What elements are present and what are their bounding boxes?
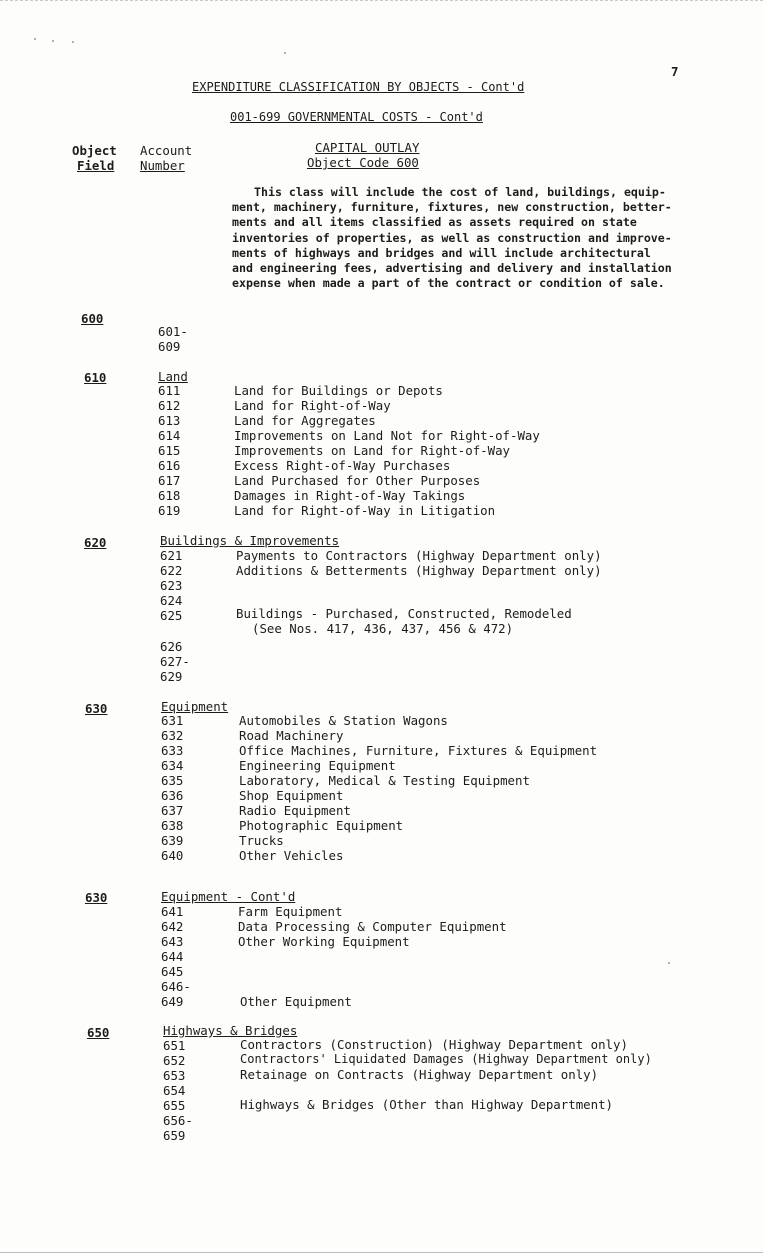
section-title: CAPITAL OUTLAY [315, 140, 420, 155]
account-number: 615 [158, 443, 181, 458]
account-description: Retainage on Contracts (Highway Department only) [240, 1067, 599, 1082]
account-number: 654 [163, 1083, 186, 1098]
account-description: Engineering Equipment [239, 758, 396, 773]
account-description: Laboratory, Medical & Testing Equipment [239, 773, 530, 788]
account-number: 635 [161, 773, 184, 788]
account-description: Road Machinery [239, 728, 344, 743]
object-field-600: 600 [81, 311, 104, 326]
group-heading-buildings: Buildings & Improvements [160, 533, 340, 548]
top-border [0, 0, 763, 1]
account-number: 625 [160, 608, 183, 623]
description-paragraph [232, 185, 732, 291]
speck [284, 52, 286, 54]
account-number: 633 [161, 743, 184, 758]
account-description: Other Equipment [240, 994, 352, 1009]
page-number: 7 [671, 64, 679, 79]
description-line: This class will include the cost of land, buildings, equip- [254, 185, 666, 199]
account-number: 629 [160, 669, 183, 684]
account-number: 617 [158, 473, 181, 488]
speck [72, 41, 74, 43]
account-number: 649 [161, 994, 184, 1009]
account-description: Automobiles & Station Wagons [239, 713, 448, 728]
group-heading-equipment: Equipment [161, 699, 229, 714]
account-number: 627- [160, 654, 190, 669]
object-field-630-contd: 630 [85, 890, 108, 905]
account-number: 645 [161, 964, 184, 979]
account-description: Land for Right-of-Way [234, 398, 391, 413]
account-number: 656- [163, 1113, 193, 1128]
object-field-630: 630 [85, 701, 108, 716]
column-header-field: Field [77, 158, 115, 173]
account-number: 644 [161, 949, 184, 964]
account-description: Farm Equipment [238, 904, 343, 919]
object-field-620: 620 [84, 535, 107, 550]
account-note: (See Nos. 417, 436, 437, 456 & 472) [252, 621, 514, 636]
account-number: 638 [161, 818, 184, 833]
section-code: Object Code 600 [307, 155, 419, 170]
account-number: 637 [161, 803, 184, 818]
account-number: 623 [160, 578, 183, 593]
description-line: and engineering fees, advertising and delivery and installation [232, 261, 672, 276]
group-heading-land: Land [158, 369, 188, 384]
account-number: 622 [160, 563, 183, 578]
column-header-account: Account [140, 143, 193, 158]
description-line: ment, machinery, furniture, fixtures, new construction, better- [232, 200, 672, 215]
speck [34, 38, 36, 40]
account-number: 651 [163, 1038, 186, 1053]
speck [52, 40, 54, 42]
account-number: 646- [161, 979, 191, 994]
account-number: 611 [158, 383, 181, 398]
account-description: Land for Aggregates [234, 413, 376, 428]
account-number: 639 [161, 833, 184, 848]
object-field-610: 610 [84, 370, 107, 385]
description-line: inventories of properties, as well as construction and improve- [232, 230, 672, 245]
column-header-object: Object [72, 143, 117, 158]
description-line: expense when made a part of the contract or condition of sale. [232, 276, 665, 291]
account-number: 642 [161, 919, 184, 934]
account-number: 640 [161, 848, 184, 863]
account-number: 653 [163, 1068, 186, 1083]
account-number: 626 [160, 639, 183, 654]
page-subtitle: 001-699 GOVERNMENTAL COSTS - Cont'd [230, 110, 483, 124]
account-number: 612 [158, 398, 181, 413]
account-description: Shop Equipment [239, 788, 344, 803]
account-number: 616 [158, 458, 181, 473]
account-description: Trucks [239, 833, 284, 848]
account-number: 618 [158, 488, 181, 503]
account-description: Highways & Bridges (Other than Highway Department) [240, 1097, 613, 1112]
account-number: 655 [163, 1098, 186, 1113]
object-field-650: 650 [87, 1025, 110, 1040]
group-heading-highways: Highways & Bridges [163, 1023, 298, 1038]
account-description: Payments to Contractors (Highway Department only) [236, 548, 602, 563]
account-description: Land Purchased for Other Purposes [234, 473, 481, 488]
account-number: 652 [163, 1053, 186, 1068]
account-description: Additions & Betterments (Highway Department only) [236, 563, 602, 578]
page-title: EXPENDITURE CLASSIFICATION BY OBJECTS - Cont'd [192, 80, 525, 94]
account-number: 643 [161, 934, 184, 949]
account-number: 619 [158, 503, 181, 518]
account-description: Buildings - Purchased, Constructed, Remodeled [236, 606, 572, 621]
account-description: Damages in Right-of-Way Takings [234, 488, 466, 503]
account-number: 621 [160, 548, 183, 563]
account-description: Excess Right-of-Way Purchases [234, 458, 451, 473]
account-number: 634 [161, 758, 184, 773]
account-description: Land for Right-of-Way in Litigation [234, 503, 496, 518]
account-description: Improvements on Land for Right-of-Way [234, 443, 511, 458]
account-description: Radio Equipment [239, 803, 351, 818]
account-number: 624 [160, 593, 183, 608]
description-line: ments and all items classified as assets required on state [232, 215, 637, 230]
account-description: Improvements on Land Not for Right-of-Way [234, 428, 540, 443]
account-number: 609 [158, 339, 181, 354]
account-number: 659 [163, 1128, 186, 1143]
column-header-number: Number [140, 158, 185, 173]
account-number: 613 [158, 413, 181, 428]
account-description: Data Processing & Computer Equipment [238, 919, 507, 934]
account-description: Contractors' Liquidated Damages (Highway Department only) [240, 1052, 652, 1066]
account-description: Office Machines, Furniture, Fixtures & Equipment [239, 743, 598, 758]
description-line: ments of highways and bridges and will include architectural [232, 245, 651, 260]
account-description: Other Vehicles [239, 848, 344, 863]
account-description: Contractors (Construction) (Highway Department only) [240, 1037, 628, 1052]
bottom-border [0, 1252, 763, 1253]
account-description: Land for Buildings or Depots [234, 383, 443, 398]
account-number: 601- [158, 324, 188, 339]
account-number: 636 [161, 788, 184, 803]
account-number: 614 [158, 428, 181, 443]
account-number: 632 [161, 728, 184, 743]
account-description: Photographic Equipment [239, 818, 404, 833]
account-number: 641 [161, 904, 184, 919]
speck [668, 962, 670, 964]
account-number: 631 [161, 713, 184, 728]
group-heading-equipment-contd: Equipment - Cont'd [161, 889, 296, 904]
account-description: Other Working Equipment [238, 934, 410, 949]
